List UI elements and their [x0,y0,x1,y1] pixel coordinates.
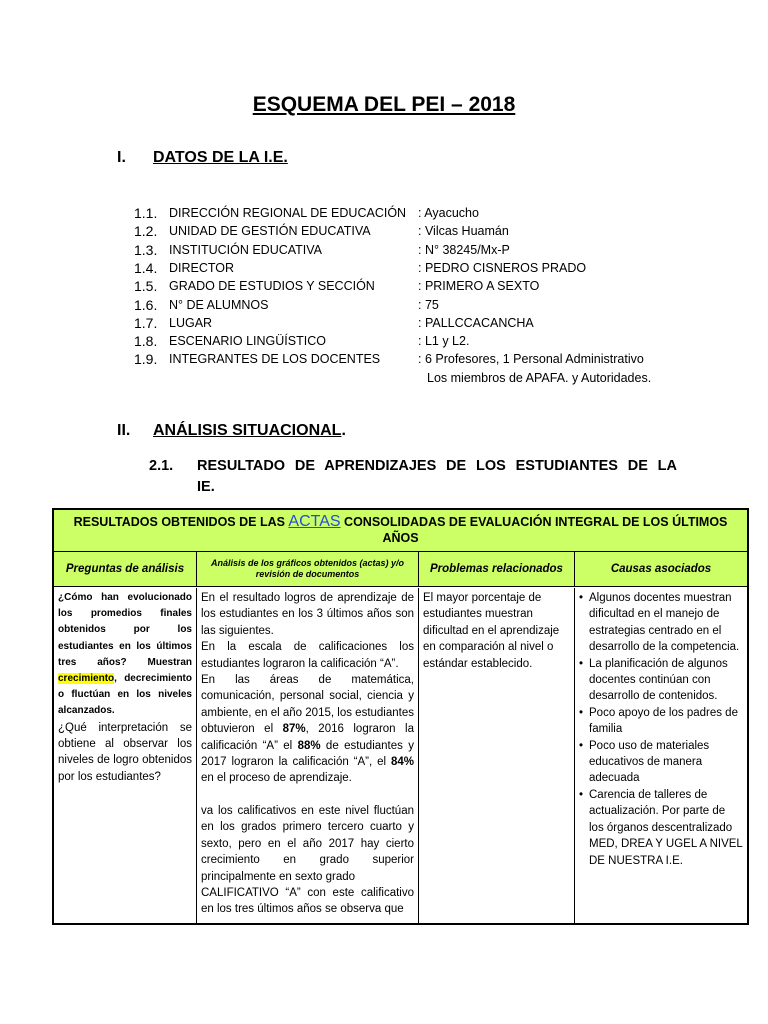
analysis-paragraph [201,672,414,787]
row-value: : L1 y L2. [418,334,470,349]
table-title-line2: AÑOS [382,531,419,545]
data-row [0,278,768,296]
percentage-value: 88% [297,739,321,752]
percentage-value: 84% [390,756,414,769]
row-value: : PEDRO CISNEROS PRADO [418,260,587,275]
data-row [0,333,768,351]
cell-causas [575,588,747,923]
row-number: 1.3. [134,241,158,258]
row-value: : N° 38245/Mx-P [418,242,510,257]
row-number: 1.8. [134,333,158,350]
question-text: ¿Cómo han evolucionado los promedios finales obtenidos por los estudiantes en los últimos tres años? Muestran [58,592,192,668]
data-row [0,260,768,278]
analysis-text: En las áreas de matemática, comunicación, personal social, ciencia y ambiente, en el año 2015, los estudiantes obtuvieron el [201,674,414,736]
analysis-text: , 2016 lograron la calificación “A” el [201,723,414,752]
row-value: : Vilcas Huamán [418,224,509,239]
cause-item: • Algunos docentes muestran dificultad en el manejo de estrategias centrado en el desarrollo de la competencia. [579,590,743,656]
section-number: I. [117,149,126,166]
causes-list [579,590,743,869]
highlighted-word: crecimiento [58,673,115,685]
cause-item: • Carencia de talleres de actualización. Por parte de los órganos descentralizado MED, DREA Y UGEL A NIVEL DE NUESTRA I.E. [579,787,743,869]
row-value: : 6 Profesores, 1 Personal Administrativo [418,352,644,367]
results-table [52,508,749,925]
analysis-paragraph: En la escala de calificaciones los estudiantes lograron la calificación “A”. [201,641,414,670]
question-text: , decrecimiento o fluctúan en los niveles alcanzados. [58,673,192,717]
row-label: DIRECTOR [169,260,235,275]
section-label: DATOS DE LA I.E. [153,149,288,166]
section-number: II. [117,422,131,439]
row-label: UNIDAD DE GESTIÓN EDUCATIVA [169,224,371,239]
data-row [0,242,768,260]
document-title: ESQUEMA DEL PEI – 2018 [252,93,516,116]
row-label: DIRECCIÓN REGIONAL DE EDUCACIÓN [169,206,407,220]
row-value: : PALLCCACANCHA [418,315,534,330]
row-number: 1.2. [134,223,158,240]
row-value: : PRIMERO A SEXTO [418,279,540,294]
subsection-title-line2: IE. [197,479,215,495]
row-label: GRADO DE ESTUDIOS Y SECCIÓN [169,279,375,294]
column-header-causas: Causas asociados [575,552,747,587]
data-row [0,223,768,241]
data-row [0,297,768,315]
row-number: 1.5. [134,278,158,295]
row-label: INTEGRANTES DE LOS DOCENTES [169,352,381,367]
row-value: : 75 [418,297,439,312]
row-label: N° DE ALUMNOS [169,297,269,312]
cell-analisis [197,588,419,923]
actas-link[interactable]: ACTAS [288,513,341,530]
question-interpretacion: ¿Qué interpretación se obtiene al observar los niveles de logro obtenidos por los estudiantes? [58,721,192,783]
table-title [54,510,747,552]
blank-line [201,787,414,803]
row-label: INSTITUCIÓN EDUCATIVA [169,242,323,257]
cause-item: • Poco apoyo de los padres de familia [579,705,743,738]
row-number: 1.1. [134,205,158,221]
column-header-problemas: Problemas relacionados [419,552,575,587]
data-row [0,205,768,223]
table-title-pre: RESULTADOS OBTENIDOS DE LAS [73,515,289,529]
percentage-value: 87% [282,723,306,736]
column-header-analisis: Análisis de los gráficos obtenidos (actas) y/o revisión de documentos [197,552,419,587]
section-heading-analisis [117,422,346,440]
row-label: LUGAR [169,315,213,330]
subsection-number: 2.1. [149,458,174,474]
data-extra-line: Los miembros de APAFA. y Autoridades. [427,371,652,385]
question-evolucion [58,590,192,720]
row-number: 1.6. [134,296,158,313]
analysis-paragraph: CALIFICATIVO “A” con este calificativo en los tres últimos años se observa que [201,886,414,916]
section-heading-datos [117,149,288,167]
section-suffix: . [341,422,346,439]
cell-problemas: El mayor porcentaje de estudiantes muestran dificultad en el aprendizaje en comparación al nivel o estándar establecido. [419,588,575,923]
row-number: 1.7. [134,314,158,331]
cause-item: • Poco uso de materiales educativos de manera adecuada [579,738,743,787]
analysis-text: de estudiantes y 2017 lograron la calificación “A”, el [201,739,414,769]
row-value: : Ayacucho [418,206,479,220]
data-row [0,315,768,333]
section-label: ANÁLISIS SITUACIONAL [153,422,342,439]
table-title-post: CONSOLIDADAS DE EVALUACIÓN INTEGRAL DE LOS ÚLTIMOS [340,515,728,529]
cell-preguntas [54,588,197,923]
analysis-paragraph: va los calificativos en este nivel fluctúan en los grados primero tercero cuarto y sexto, pero en el año 2017 hay cierto crecimiento en grado superior principalmente en sexto grado [201,804,414,883]
data-row [0,351,768,369]
analysis-text: en el proceso de aprendizaje. [201,772,352,785]
column-header-preguntas: Preguntas de análisis [54,552,197,587]
subsection-title-line1: RESULTADO DE APRENDIZAJES DE LOS ESTUDIANTES DE LA [197,458,677,474]
row-number: 1.4. [134,259,158,276]
cause-item: • La planificación de algunos docentes continúan con desarrollo de contenidos. [579,656,743,705]
row-number: 1.9. [134,351,158,368]
row-label: ESCENARIO LINGÜÍSTICO [169,334,326,349]
analysis-paragraph: En el resultado logros de aprendizaje de los estudiantes en los 3 últimos años son las siguientes. [201,592,414,637]
